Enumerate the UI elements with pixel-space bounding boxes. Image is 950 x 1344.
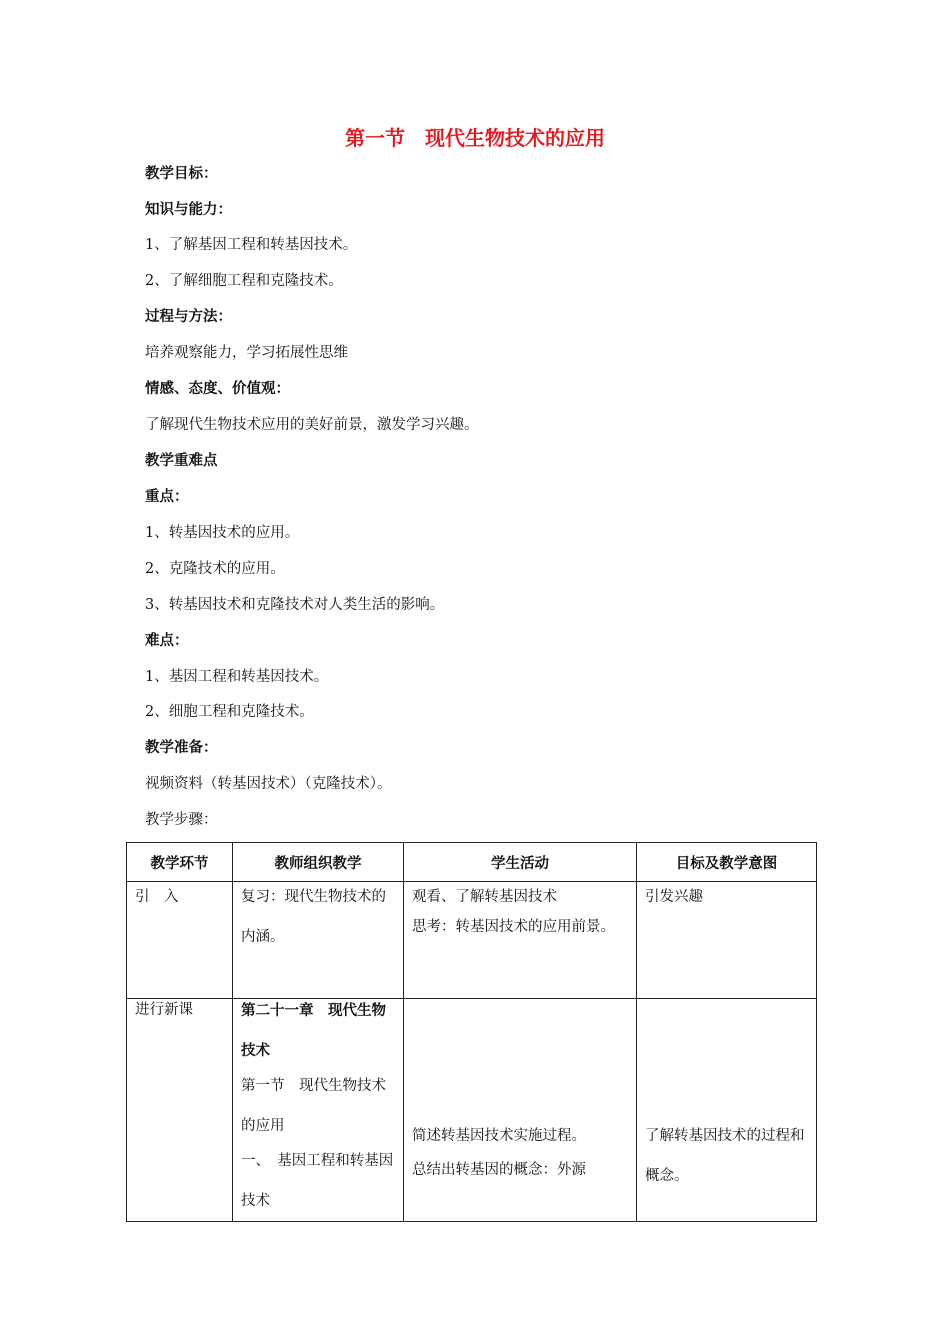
process-heading: 过程与方法： [145,309,232,325]
row2-student-1: 简述转基因技术实施过程。 [412,1128,586,1144]
header-student: 学生活动 [404,843,637,882]
row2-teacher-point: 一、 基因工程和转基因技术 [241,1153,394,1209]
prep-heading: 教学准备： [145,740,218,756]
row1-stage: 引 入 [135,889,179,905]
row2-student-spacer [412,999,628,1119]
table-row [127,999,817,1222]
row2-student-2: 总结出转基因的概念：外源 [412,1162,586,1178]
row1-student-1: 观看、了解转基因技术 [412,889,557,905]
key-item-3: 3、转基因技术和克隆技术对人类生活的影响。 [145,597,445,613]
row2-stage-cell [127,999,233,1222]
row1-teacher: 复习：现代生物技术的内涵。 [241,889,386,945]
row1-student-2: 思考：转基因技术的应用前景。 [412,919,615,935]
key-item-2: 2、克隆技术的应用。 [145,561,285,577]
row2-student-cell [404,999,637,1222]
page-title: 第一节 现代生物技术的应用 [345,126,605,150]
teaching-steps-table [126,842,817,1222]
difficult-item-1: 1、基因工程和转基因技术。 [145,669,329,685]
steps-heading: 教学步骤： [145,812,218,828]
process-text: 培养观察能力，学习拓展性思维 [145,345,348,361]
row2-stage: 进行新课 [135,1002,193,1018]
prep-text: 视频资料（转基因技术）（克隆技术）。 [145,776,392,792]
row2-goal-cell [637,999,817,1222]
key-item-1: 1、转基因技术的应用。 [145,525,300,541]
difficult-item-2: 2、细胞工程和克隆技术。 [145,704,314,720]
row1-stage-cell [127,882,233,999]
table-row [127,882,817,999]
key-difficult-heading: 教学重难点 [145,453,218,469]
difficult-heading: 难点： [145,633,189,649]
row2-goal-spacer [645,999,808,1119]
header-goal: 目标及教学意图 [637,843,817,882]
row1-student-cell [404,882,637,999]
row1-goal-cell [637,882,817,999]
knowledge-heading: 知识与能力： [145,202,232,218]
header-stage: 教学环节 [127,843,233,882]
key-heading: 重点： [145,489,189,505]
row2-goal: 了解转基因技术的过程和概念。 [645,1128,805,1184]
header-teacher: 教师组织教学 [233,843,404,882]
emotion-heading: 情感、态度、价值观： [145,381,290,397]
row2-teacher-chapter: 第二十一章 现代生物技术 [241,1003,386,1059]
table-header-row [127,843,817,882]
row1-teacher-cell [233,882,404,999]
row2-teacher-section: 第一节 现代生物技术的应用 [241,1078,386,1134]
knowledge-item-1: 1、了解基因工程和转基因技术。 [145,237,358,253]
objectives-heading: 教学目标： [145,166,218,182]
row2-teacher-cell [233,999,404,1222]
row1-goal: 引发兴趣 [645,889,703,905]
emotion-text: 了解现代生物技术应用的美好前景，激发学习兴趣。 [145,417,479,433]
knowledge-item-2: 2、了解细胞工程和克隆技术。 [145,273,343,289]
